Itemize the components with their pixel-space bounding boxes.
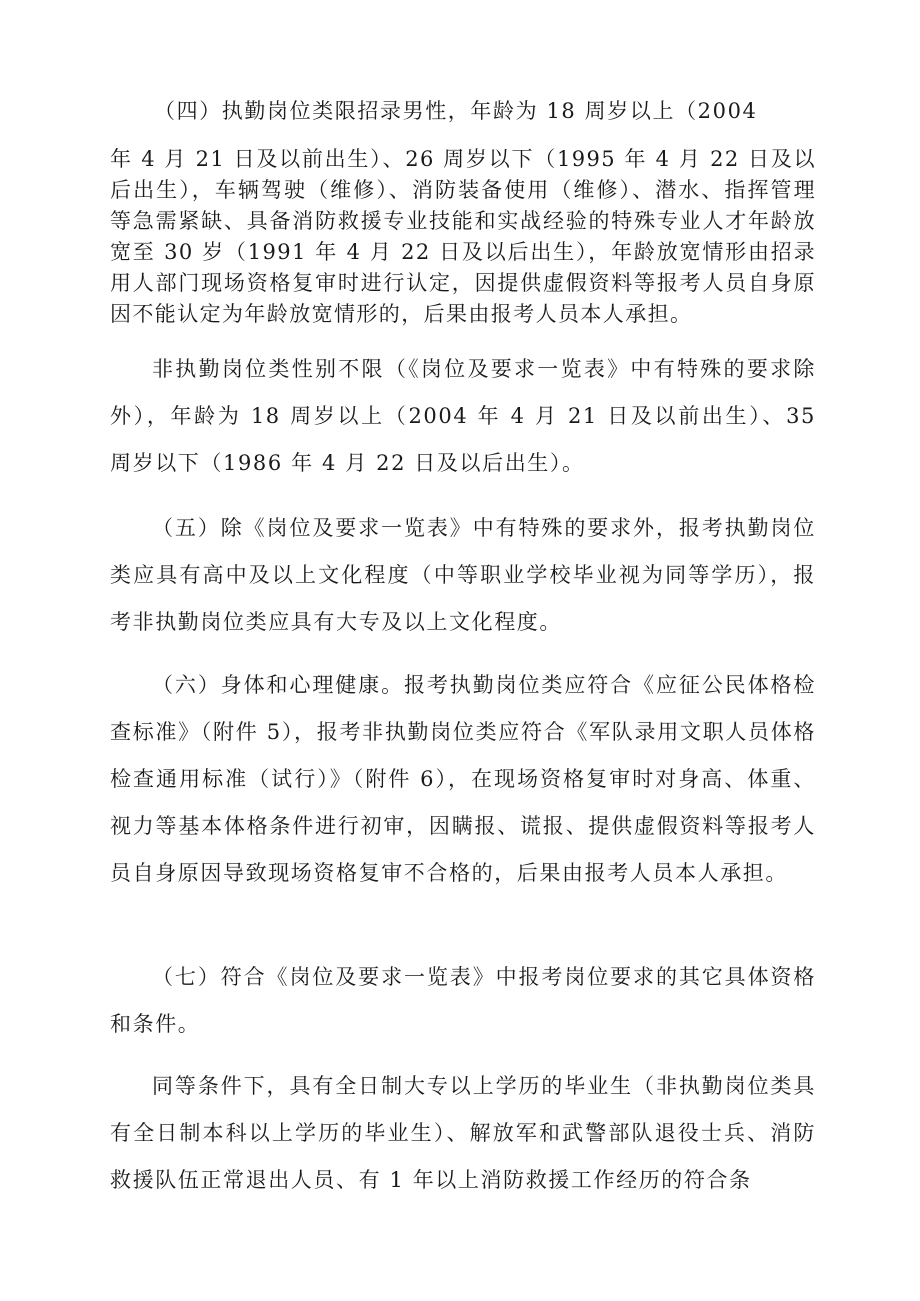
paragraph-equal-conditions: 同等条件下，具有全日制大专以上学历的毕业生（非执勤岗位类具有全日制本科以上学历的毕业生）、解放军和武警部队退役士兵、消防救援队伍正常退出人员、有 1 年以上消防救援工作经历的符合条 bbox=[110, 1074, 816, 1192]
paragraph-non-duty-posts: 非执勤岗位类性别不限（《岗位及要求一览表》中有特殊的要求除外），年龄为 18 周岁以上（2004 年 4 月 21 日及以前出生）、35 周岁以下（1986 年 4 月 22 日及以后出生）。 bbox=[110, 357, 816, 475]
paragraph-item-4-first-line: （四）执勤岗位类限招录男性，年龄为 18 周岁以上（2004 bbox=[154, 99, 758, 123]
paragraph-item-6: （六）身体和心理健康。报考执勤岗位类应符合《应征公民体格检查标准》（附件 5），报考非执勤岗位类应符合《军队录用文职人员体格检查通用标准（试行）》（附件 6），在现场资格复审时对身高、体重、视力等基本体格条件进行初审，因瞒报、谎报、提供虚假资料等报考人员自身原因导致现场资格复审不合格的，后果由报考人员本人承担。 bbox=[110, 673, 816, 885]
paragraph-item-7: （七）符合《岗位及要求一览表》中报考岗位要求的其它具体资格和条件。 bbox=[110, 965, 816, 1036]
paragraph-item-4-continued: 年 4 月 21 日及以前出生）、26 周岁以下（1995 年 4 月 22 日及以后出生），车辆驾驶（维修）、消防装备使用（维修）、潜水、指挥管理等急需紧缺、具备消防救援专业技能和实战经验的特殊专业人才年龄放宽至 30 岁（1991 年 4 月 22 日及以后出生），年龄放宽情形由招录用人部门现场资格复审时进行认定，因提供虚假资料等报考人员自身原因不能认定为年龄放宽情形的，后果由报考人员本人承担。 bbox=[110, 147, 816, 326]
paragraph-item-5: （五）除《岗位及要求一览表》中有特殊的要求外，报考执勤岗位类应具有高中及以上文化程度（中等职业学校毕业视为同等学历），报考非执勤岗位类应具有大专及以上文化程度。 bbox=[110, 516, 816, 634]
